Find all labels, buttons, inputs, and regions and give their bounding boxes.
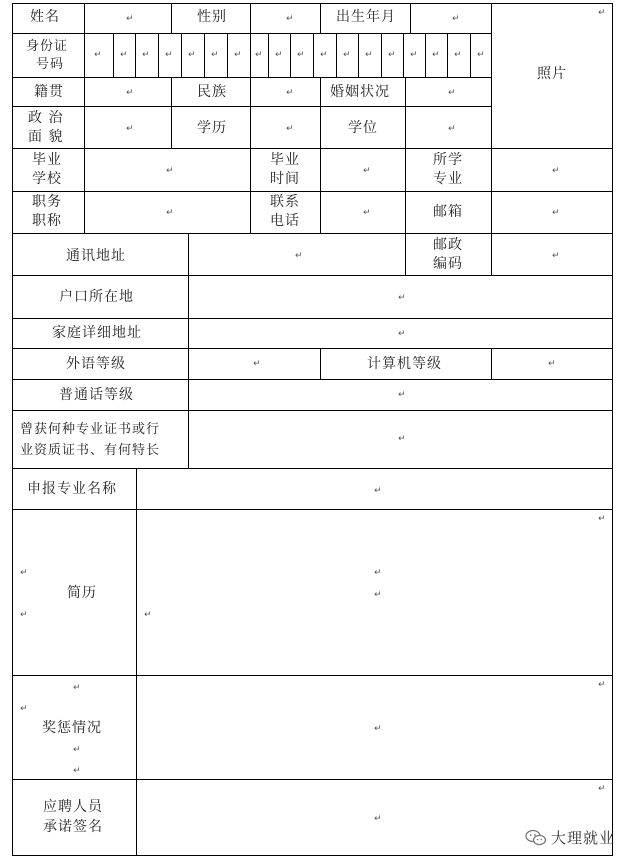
certificates-line2: 业资质证书、有何特长 — [20, 443, 161, 458]
paragraph-mark: ↵ — [165, 50, 173, 60]
paragraph-mark: ↵ — [275, 50, 283, 60]
paragraph-mark: ↵ — [73, 766, 81, 776]
paragraph-mark: ↵ — [598, 8, 606, 18]
paragraph-mark: ↵ — [188, 50, 196, 60]
paragraph-mark: ↵ — [73, 745, 81, 755]
paragraph-mark: ↵ — [374, 814, 382, 824]
grad-school-line1: 毕业 — [32, 152, 62, 168]
paragraph-mark: ↵ — [144, 610, 152, 620]
paragraph-mark: ↵ — [363, 166, 371, 176]
paragraph-mark: ↵ — [166, 166, 174, 176]
paragraph-mark: ↵ — [253, 359, 261, 369]
education-label: 学历 — [197, 120, 227, 136]
wechat-icon — [525, 829, 547, 847]
grad-time-line1: 毕业 — [270, 152, 300, 168]
paragraph-mark: ↵ — [20, 610, 28, 620]
certificates-line1: 曾获何种专业证书或行 — [20, 422, 161, 437]
paragraph-mark: ↵ — [73, 683, 81, 693]
paragraph-mark: ↵ — [94, 50, 102, 60]
paragraph-mark: ↵ — [20, 704, 28, 714]
foreign-language-label: 外语等级 — [66, 356, 126, 372]
paragraph-mark: ↵ — [432, 50, 440, 60]
birth-date-label: 出生年月 — [336, 9, 396, 25]
paragraph-mark: ↵ — [452, 14, 460, 24]
paragraph-mark: ↵ — [255, 50, 263, 60]
position-name-label: 申报专业名称 — [27, 481, 117, 497]
paragraph-mark: ↵ — [548, 359, 556, 369]
paragraph-mark: ↵ — [477, 50, 485, 60]
postcode-line1: 邮政 — [433, 237, 463, 253]
major-line1: 所学 — [433, 152, 463, 168]
paragraph-mark: ↵ — [448, 124, 456, 134]
paragraph-mark: ↵ — [343, 50, 351, 60]
id-card-label-line1: 身份证 — [26, 39, 69, 54]
paragraph-mark: ↵ — [286, 14, 294, 24]
signature-line1: 应聘人员 — [43, 799, 103, 815]
watermark-text: 大理就业 — [550, 829, 615, 847]
home-address-label: 家庭详细地址 — [52, 325, 142, 341]
watermark — [525, 827, 615, 848]
paragraph-mark: ↵ — [295, 251, 303, 261]
paragraph-mark: ↵ — [552, 166, 560, 176]
paragraph-mark: ↵ — [410, 50, 418, 60]
paragraph-mark: ↵ — [374, 590, 382, 600]
mandarin-level-label: 普通话等级 — [59, 387, 134, 403]
paragraph-mark: ↵ — [120, 50, 128, 60]
address-label: 通讯地址 — [66, 248, 126, 264]
paragraph-mark: ↵ — [365, 50, 373, 60]
computer-level-label: 计算机等级 — [367, 356, 442, 372]
resume-label: 简历 — [67, 585, 97, 601]
paragraph-mark: ↵ — [598, 514, 606, 524]
paragraph-mark: ↵ — [552, 208, 560, 218]
political-status-line2: 面 貌 — [28, 129, 64, 145]
paragraph-mark: ↵ — [398, 329, 406, 339]
degree-label: 学位 — [348, 120, 378, 136]
hukou-label: 户口所在地 — [59, 289, 134, 305]
name-label: 姓名 — [30, 9, 60, 25]
paragraph-mark: ↵ — [166, 208, 174, 218]
paragraph-mark: ↵ — [142, 50, 150, 60]
gender-label: 性别 — [197, 9, 227, 25]
paragraph-mark: ↵ — [398, 434, 406, 444]
paragraph-mark: ↵ — [286, 88, 294, 98]
email-label: 邮箱 — [433, 204, 463, 220]
photo-label: 照片 — [537, 66, 567, 82]
paragraph-mark: ↵ — [363, 208, 371, 218]
paragraph-mark: ↵ — [211, 50, 219, 60]
paragraph-mark: ↵ — [374, 568, 382, 578]
phone-line1: 联系 — [270, 194, 300, 210]
awards-label: 奖惩情况 — [42, 720, 102, 736]
id-card-label-line2: 号码 — [36, 57, 65, 72]
paragraph-mark: ↵ — [388, 50, 396, 60]
native-place-label: 籍贯 — [34, 84, 64, 100]
paragraph-mark: ↵ — [398, 293, 406, 303]
job-title-line2: 职称 — [32, 213, 62, 229]
marital-status-label: 婚姻状况 — [330, 84, 390, 100]
grad-school-line2: 学校 — [32, 171, 62, 187]
paragraph-mark: ↵ — [286, 124, 294, 134]
paragraph-mark: ↵ — [398, 390, 406, 400]
job-title-line1: 职务 — [32, 194, 62, 210]
paragraph-mark: ↵ — [234, 50, 242, 60]
paragraph-mark: ↵ — [126, 124, 134, 134]
paragraph-mark: ↵ — [374, 724, 382, 734]
paragraph-mark: ↵ — [20, 568, 28, 578]
ethnicity-label: 民族 — [197, 84, 227, 100]
major-line2: 专业 — [433, 171, 463, 187]
paragraph-mark: ↵ — [448, 88, 456, 98]
political-status-line1: 政 治 — [28, 110, 64, 126]
paragraph-mark: ↵ — [126, 88, 134, 98]
paragraph-mark: ↵ — [598, 680, 606, 690]
paragraph-mark: ↵ — [374, 486, 382, 496]
paragraph-mark: ↵ — [552, 251, 560, 261]
paragraph-mark: ↵ — [454, 50, 462, 60]
grad-time-line2: 时间 — [270, 171, 300, 187]
paragraph-mark: ↵ — [598, 784, 606, 794]
postcode-line2: 编码 — [433, 256, 463, 272]
paragraph-mark: ↵ — [297, 50, 305, 60]
phone-line2: 电话 — [270, 213, 300, 229]
paragraph-mark: ↵ — [320, 50, 328, 60]
paragraph-mark: ↵ — [126, 14, 134, 24]
signature-line2: 承诺签名 — [43, 819, 103, 835]
